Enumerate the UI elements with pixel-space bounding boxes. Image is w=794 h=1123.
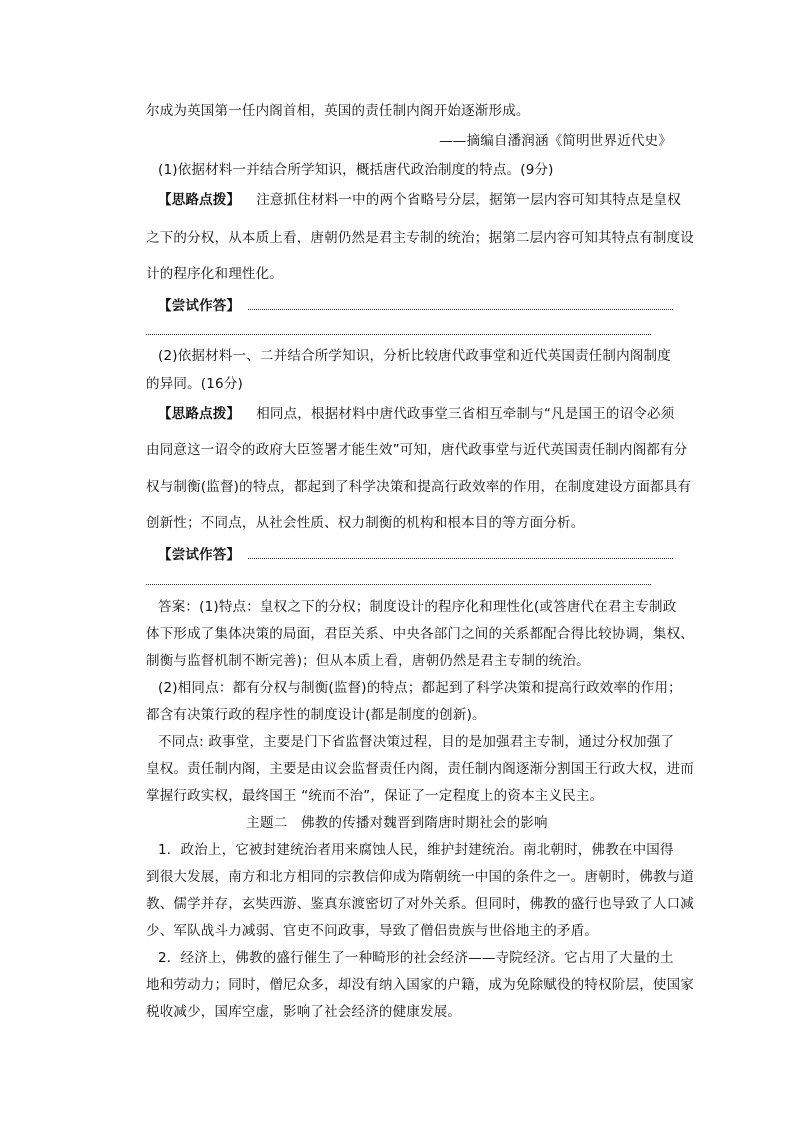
text-line: 之下的分权，从本质上看，唐朝仍然是君主专制的统治；据第二层内容可知其特点有制度设 <box>146 230 694 246</box>
text-line: 地和劳动力；同时，僧尼众多，却没有纳入国家的户籍，成为免除赋役的特权阶层，使国家 <box>146 977 694 993</box>
text-line: 掌握行政实权，最终国王 “统而不治”，保证了一定程度上的资本主义民主。 <box>146 788 604 804</box>
text-line: 计的程序化和理性化。 <box>146 266 283 282</box>
try-answer-label: 【尝试作答】 <box>158 547 241 563</box>
try-answer-label: 【尝试作答】 <box>158 298 241 314</box>
paragraph-2: 2．经济上，佛教的盛行催生了一种畸形的社会经济——寺院经济。它占用了大量的土 <box>158 950 674 966</box>
question-2: (2)依据材料一、二并结合所学知识，分析比较唐代政事堂和近代英国责任制内阁制度 <box>158 348 671 364</box>
hint-2-line <box>158 404 674 424</box>
hint-1-line <box>158 190 681 210</box>
text-line: 由同意这一诏令的政府大臣签署才能生效”可知，唐代政事堂与近代英国责任制内阁都有分 <box>146 442 688 458</box>
text-line: 皇权。责任制内阁，主要是由议会监督责任内阁，责任制内阁逐渐分割国王行政大权，进而 <box>146 761 694 777</box>
text-line: 教、儒学并存，玄奘西游、鉴真东渡密切了对外关系。但同时，佛教的盛行也导致了人口减 <box>146 896 694 912</box>
answer-line[interactable] <box>248 558 673 559</box>
answer-line[interactable] <box>146 334 651 335</box>
hint-text: 相同点，根据材料中唐代政事堂三省相互牵制与“凡是国王的诏令必须 <box>256 406 675 422</box>
hint-tag: 【思路点拨】 <box>158 192 241 208</box>
text-line: 创新性；不同点，从社会性质、权力制衡的机构和根本目的等方面分析。 <box>146 515 585 531</box>
hint-tag: 【思路点拨】 <box>158 406 241 422</box>
answer-text: 答案：(1)特点：皇权之下的分权；制度设计的程序化和理性化(或答唐代在君主专制政 <box>158 599 677 615</box>
text-line: 体下形成了集体决策的局面，君臣关系、中央各部门之间的关系都配合得比较协调，集权、 <box>146 626 694 642</box>
question-1: (1)依据材料一并结合所学知识，概括唐代政治制度的特点。(9分) <box>158 162 554 178</box>
text-line: 的异同。(16分) <box>146 376 244 392</box>
text-line: 权与制衡(监督)的特点，都起到了科学决策和提高行政效率的作用，在制度建设方面都具有 <box>146 479 692 495</box>
text-line: 尔成为英国第一任内阁首相，英国的责任制内阁开始逐渐形成。 <box>146 103 530 119</box>
text-line: 少、军队战斗力减弱、官吏不问政事，导致了僧侣贵族与世俗地主的矛盾。 <box>146 923 599 939</box>
answer-text: (2)相同点：都有分权与制衡(监督)的特点；都起到了科学决策和提高行政效率的作用； <box>158 680 682 696</box>
text-line: 制衡与监督机制不断完善)；但从本质上看，唐朝仍然是君主专制的统治。 <box>146 653 590 669</box>
text-line: 都含有决策行政的程序性的制度设计(都是制度的创新)。 <box>146 707 486 723</box>
theme-heading: 主题二 佛教的传播对魏晋到隋唐时期社会的影响 <box>246 815 548 831</box>
answer-line[interactable] <box>248 309 673 310</box>
source-citation: ——摘编自潘润涵《简明世界近代史》 <box>439 133 672 149</box>
answer-text: 不同点: 政事堂，主要是门下省监督决策过程，目的是加强君主专制，通过分权加强了 <box>158 734 675 750</box>
hint-text: 注意抓住材料一中的两个省略号分层，据第一层内容可知其特点是皇权 <box>256 192 681 208</box>
answer-line[interactable] <box>146 584 651 585</box>
paragraph-1: 1．政治上，它被封建统治者用来腐蚀人民，维护封建统治。南北朝时，佛教在中国得 <box>158 842 674 858</box>
text-line: 到很大发展，南方和北方相同的宗教信仰成为隋朝统一中国的条件之一。唐朝时，佛教与道 <box>146 869 694 885</box>
text-line: 税收减少，国库空虚，影响了社会经济的健康发展。 <box>146 1004 462 1020</box>
